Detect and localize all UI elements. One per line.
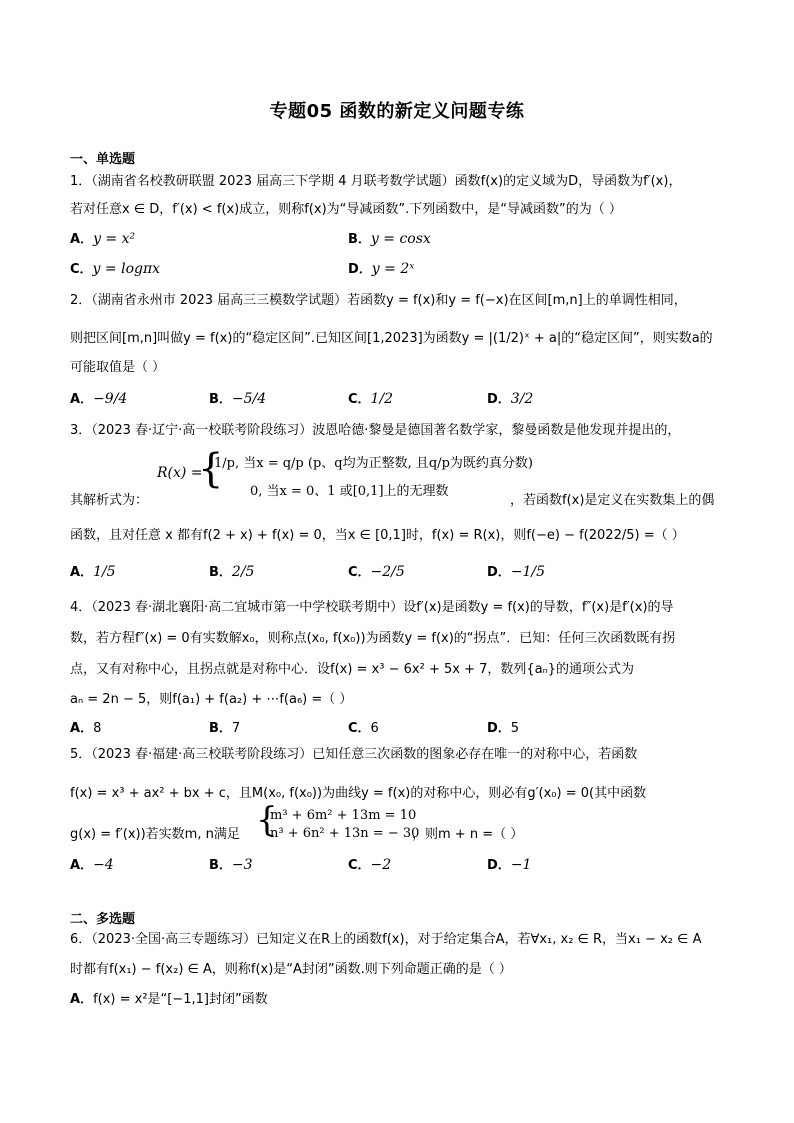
q3-option-b [209, 561, 254, 580]
q3-option-c-text: −2/5 [370, 564, 405, 580]
q4-option-b-text: 7 [231, 721, 241, 736]
q5-option-a-text: −4 [93, 857, 114, 873]
q4-option-d-text: 5 [510, 721, 520, 736]
q4-line1: 4．（2023 春·湖北襄阳·高二宜城市第一中学校联考期中）设f′(x)是函数y = f(x)的导数，f″(x)是f′(x)的导 [70, 600, 674, 615]
q5-option-d-text: −1 [510, 857, 532, 873]
q5-option-c-text: −2 [370, 857, 392, 873]
q2-line2: 则把区间[m,n]叫做y = f(x)的“稳定区间”.已知区间[1,2023]为函数y = |(1/2)ˣ + a|的“稳定区间”，则实数a的 [70, 331, 713, 346]
option-label: B． [209, 858, 232, 873]
option-label: A． [70, 992, 94, 1007]
option-label: D． [487, 858, 511, 873]
q4-option-b [209, 717, 240, 736]
option-label: C． [348, 858, 371, 873]
q3-option-b-text: 2/5 [231, 564, 255, 580]
q2-option-a-text: −9/4 [93, 391, 128, 407]
option-label: C． [348, 721, 371, 736]
q3-line3: 函数，且对任意 x 都有f(2 + x) + f(x) = 0，当x ∈ [0,1]时，f(x) = R(x)，则f(−e) − f(2022/5) =（ ） [70, 528, 685, 543]
option-label: D． [487, 392, 511, 407]
q1-option-a-text: y = x² [93, 231, 136, 247]
q1-option-c [70, 258, 160, 277]
section-heading-single: 一、单选题 [70, 152, 136, 167]
page-title: 专题05 函数的新定义问题专练 [269, 101, 525, 122]
q1-option-c-text: y = logπx [92, 261, 161, 277]
q2-line3: 可能取值是（ ） [70, 360, 166, 375]
q3-option-c [348, 561, 405, 580]
option-label: A． [70, 392, 94, 407]
option-label: B． [209, 721, 232, 736]
option-label: C． [348, 392, 371, 407]
q1-option-b [348, 228, 431, 247]
q1-line1 [70, 170, 681, 189]
q5-line2: f(x) = x³ + ax² + bx + c，且M(x₀, f(x₀))为曲线y = f(x)的对称中心，则必有g′(x₀) = 0(其中函数 [70, 786, 647, 801]
q2-option-c-text: 1/2 [370, 391, 394, 407]
q5-brace: { [256, 800, 278, 840]
section-heading-multi: 二、多选题 [70, 912, 136, 927]
q2-option-d [487, 388, 533, 407]
q3-option-a [70, 561, 116, 580]
q4-option-c-text: 6 [370, 721, 379, 736]
q2-option-b [209, 388, 266, 407]
q4-option-c [348, 717, 379, 736]
q1-option-d [348, 258, 414, 277]
q4-line2: 数，若方程f″(x) = 0有实数解x₀，则称点(x₀, f(x₀))为函数y = f(x)的“拐点”．已知：任何三次函数既有拐 [70, 631, 676, 646]
q1-line1-math: f(x)的定义域为D，导函数为f′(x)， [480, 174, 682, 189]
q2-option-b-text: −5/4 [231, 391, 267, 407]
q5-system-eq2: n³ + 6n² + 13n = − 30 [270, 826, 420, 841]
option-label: D． [348, 262, 372, 277]
q5-line3a: g(x) = f′(x))若实数m, n满足 [70, 827, 240, 842]
option-label: A． [70, 721, 94, 736]
q2-option-d-text: 3/2 [510, 391, 534, 407]
option-label: D． [487, 721, 511, 736]
q3-option-a-text: 1/5 [93, 564, 116, 580]
q4-line4: aₙ = 2n − 5，则f(a₁) + f(a₂) + ⋯f(a₆) =（ ） [70, 692, 353, 707]
q3-option-d [487, 561, 545, 580]
q5-option-b-text: −3 [231, 857, 253, 873]
q4-option-a-text: 8 [93, 721, 102, 736]
q3-brace: { [198, 446, 224, 492]
option-label: B． [348, 232, 371, 247]
option-label: A． [70, 232, 94, 247]
q1-option-b-text: y = cosx [370, 231, 431, 247]
q3-line2a: 其解析式为： [70, 493, 149, 508]
q2-option-a [70, 388, 127, 407]
q1-option-a [70, 228, 135, 247]
option-label: B． [209, 392, 232, 407]
q3-line1: 3．（2023 春·辽宁·高一校联考阶段练习）波恩哈德·黎曼是德国著名数学家，黎曼函数是他发现并提出的， [70, 423, 681, 438]
option-label: A． [70, 565, 94, 580]
option-label: C． [70, 262, 93, 277]
q1-line1-text: 1．（湖南省名校教研联盟 2023 届高三下学期 4 月联考数学试题）函数 [70, 174, 481, 189]
q3-riemann-label: R(x) = [157, 465, 203, 481]
option-label: C． [348, 565, 371, 580]
q3-piece1: 1/p, 当x = q/p (p、q均为正整数, 且q/p为既约真分数) [214, 456, 533, 471]
q2-option-c [348, 388, 393, 407]
q5-option-b [209, 854, 253, 873]
q3-line2b: ，若函数f(x)是定义在实数集上的偶 [510, 493, 715, 508]
option-label: B． [209, 565, 232, 580]
q5-system-eq1: m³ + 6m² + 13m = 10 [270, 808, 417, 823]
q5-line3b: ，则m + n =（ ） [412, 827, 524, 842]
option-label: D． [487, 565, 511, 580]
q5-line1: 5．（2023 春·福建·高三校联考阶段练习）已知任意三次函数的图象必存在唯一的对称中心，若函数 [70, 747, 638, 762]
q1-option-d-text: y = 2ˣ [371, 261, 415, 277]
q3-option-d-text: −1/5 [510, 564, 546, 580]
q6-option-a [70, 988, 268, 1007]
q2-line1: 2．（湖南省永州市 2023 届高三三模数学试题）若函数y = f(x)和y = f(−x)在区间[m,n]上的单调性相同， [70, 293, 687, 308]
q6-line1: 6．（2023·全国·高三专题练习）已知定义在R上的函数f(x)，对于给定集合A，若∀x₁, x₂ ∈ R，当x₁ − x₂ ∈ A [70, 932, 702, 947]
q5-option-c [348, 854, 391, 873]
q4-line3: 点，又有对称中心，且拐点就是对称中心．设f(x) = x³ − 6x² + 5x + 7，数列{aₙ}的通项公式为 [70, 662, 635, 677]
q3-piece2: 0, 当x = 0、1 或[0,1]上的无理数 [250, 484, 449, 499]
q4-option-d [487, 717, 519, 736]
q5-option-d [487, 854, 531, 873]
q6-option-a-text: f(x) = x²是“[−1,1]封闭”函数 [93, 992, 268, 1007]
q5-option-a [70, 854, 114, 873]
option-label: A． [70, 858, 94, 873]
q4-option-a [70, 717, 101, 736]
q6-line2: 时都有f(x₁) − f(x₂) ∈ A，则称f(x)是“A封闭”函数.则下列命题正确的是（ ） [70, 962, 512, 977]
q1-line2: 若对任意x ∈ D，f′(x) < f(x)成立，则称f(x)为“导减函数”.下列函数中，是“导减函数”的为（ ） [70, 202, 622, 217]
